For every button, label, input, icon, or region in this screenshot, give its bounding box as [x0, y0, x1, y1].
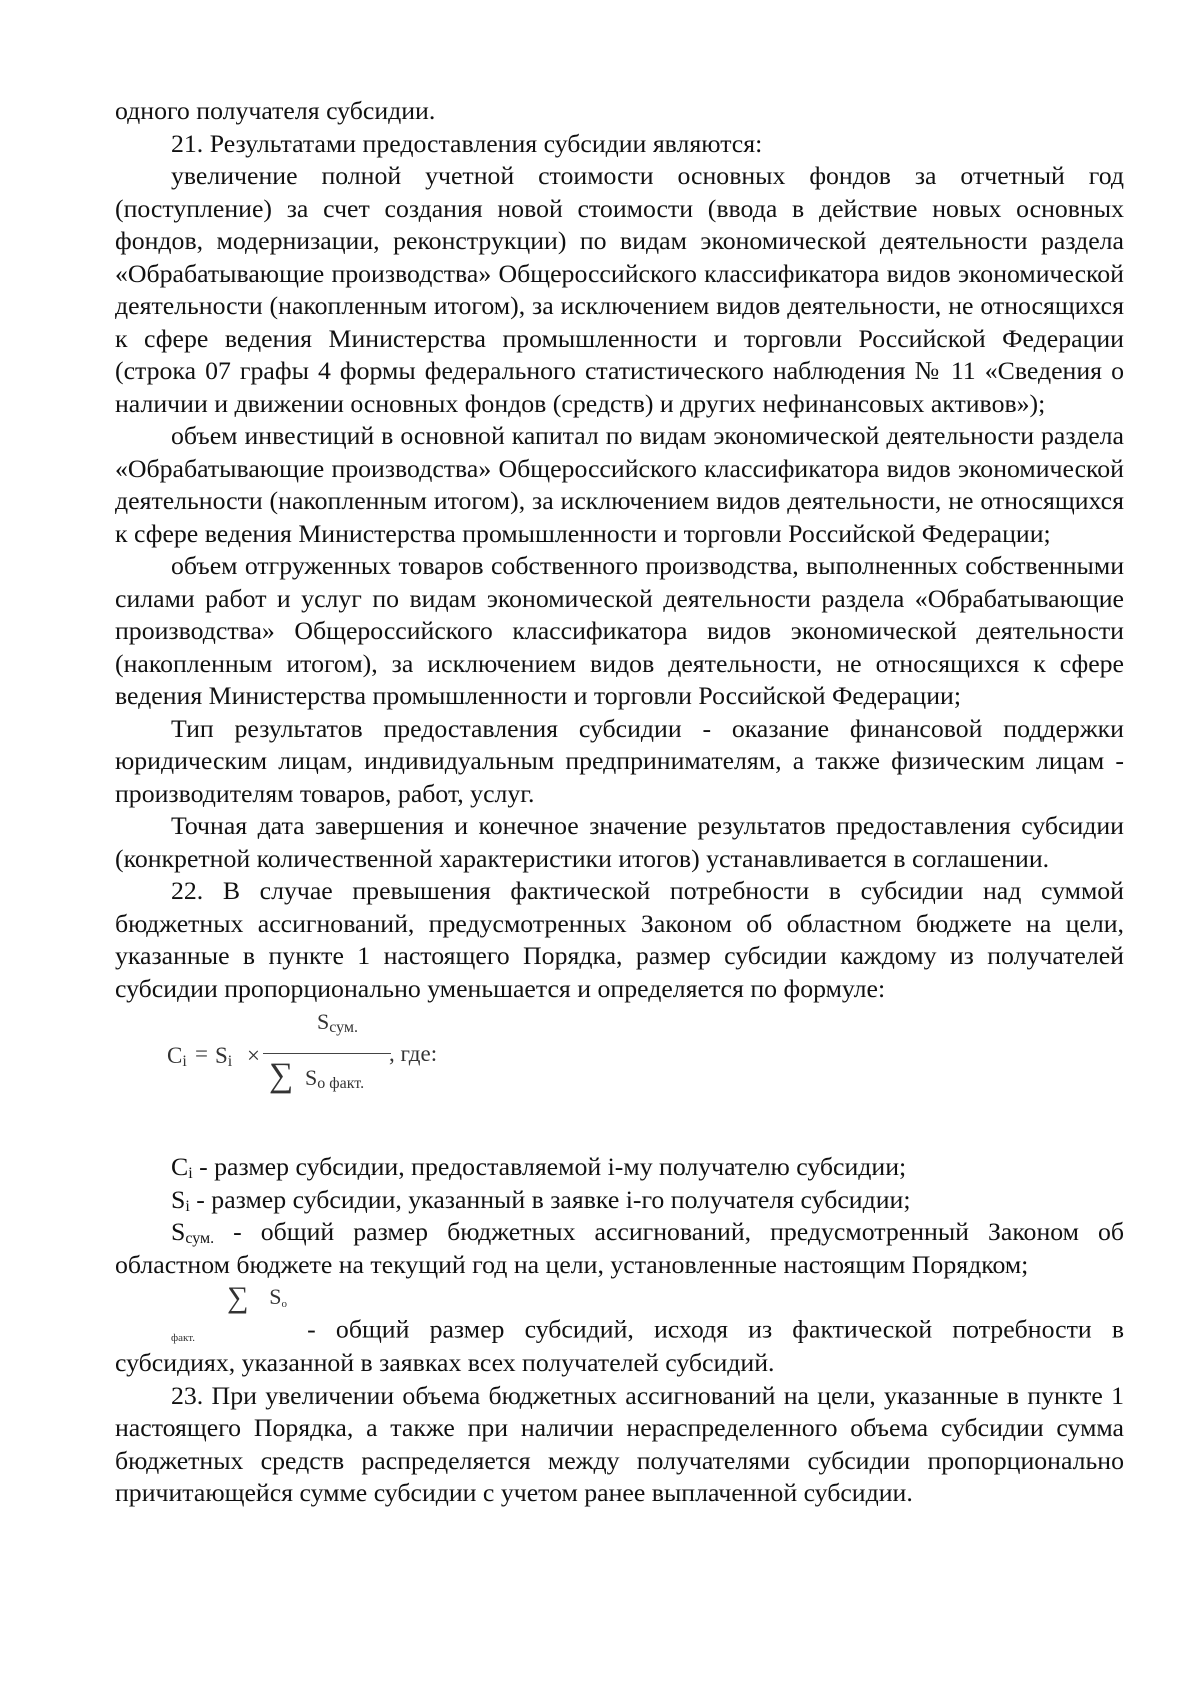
document-page — [115, 95, 1124, 1510]
paragraph-21: 21. Результатами предоставления субсидии являются: — [171, 128, 763, 158]
paragraph-shipped-goods: объем отгруженных товаров собственного производства, выполненных собственными силами работ и услуг по видам экономической деятельности раздела «Обрабатывающие производства» Общероссийского классификатора видов экономической деятельности (накопленным итогом), за исключением видов деятельности, не относящихся к сфере ведения Министерства промышленности и торговли Российской Федерации; — [115, 551, 1124, 710]
definition-ci: $C_i$ - размер субсидии, предоставляемой i-му получателю субсидии; — [171, 1152, 907, 1182]
sigma-symbol: ∑ $S_{о факт.}$ — [171, 1281, 287, 1344]
paragraph-exact-date: Точная дата завершения и конечное значение результатов предоставления субсидии (конкретной количественной характеристики итогов) устанавливается в соглашении. — [115, 811, 1124, 873]
formula-denominator: $S_{о факт.}$ — [305, 1065, 365, 1092]
paragraph-continuation: одного получателя субсидии. — [115, 96, 436, 125]
paragraph-22: 22. В случае превышения фактической потребности в субсидии над суммой бюджетных ассигнований, предусмотренных Законом об областном бюджете на цели, указанные в пункте 1 настоящего Порядка, размер субсидии каждому из получателей субсидии пропорционально уменьшается и определяется по формуле: — [115, 876, 1124, 1003]
definition-ssum: $S_{сум.}$ - общий размер бюджетных ассигнований, предусмотренный Законом об областном бюджете на текущий год на цели, установленные настоящим Порядком; — [115, 1217, 1124, 1279]
paragraph-23: 23. При увеличении объема бюджетных ассигнований на цели, указанные в пункте 1 настоящего Порядка, а также при наличии нераспределенного объема субсидии сумма бюджетных средств распределяется между получателями субсидии пропорционально причитающейся сумме субсидии с учетом ранее выплаченной субсидии. — [115, 1380, 1124, 1507]
definition-si: $S_i$ - размер субсидии, указанный в заявке i-го получателя субсидии; — [171, 1184, 911, 1215]
paragraph-fixed-assets: увеличение полной учетной стоимости основных фондов за отчетный год (поступление) за счет создания новой стоимости (ввода в действие новых основных фондов, модернизации, реконструкции) по видам экономической деятельности раздела «Обрабатывающие производства» Общероссийского классификатора видов экономической деятельности (накопленным итогом), за исключением видов деятельности, не относящихся к сфере ведения Министерства промышленности и торговли Российской Федерации (строка 07 графы 4 формы федерального статистического наблюдения № 11 «Сведения о наличии и движении основных фондов (средств) и других нефинансовых активов»); — [115, 161, 1124, 418]
formula-c: $C_i$ — [167, 1043, 187, 1070]
definition-sigma: ∑ $S_{о факт.}$ - общий размер субсидий, исходя из фактической потребности в субсидиях, указанной в заявках всех получателей субсидий. — [115, 1281, 1124, 1377]
paragraph-result-type: Тип результатов предоставления субсидии - оказание финансовой поддержки юридическим лицам, индивидуальным предпринимателям, а также физическим лицам - производителям товаров, работ, услуг. — [115, 713, 1124, 808]
formula-numerator: $S_{сум.}$ — [317, 1009, 359, 1036]
formula-sum-symbol: ∑ — [269, 1057, 294, 1094]
formula-fraction-bar — [263, 1053, 391, 1054]
formula-times: × — [247, 1043, 260, 1068]
formula-equals: = — [195, 1041, 208, 1066]
formula-s: $S_i$ — [215, 1043, 233, 1070]
formula-where: , где: — [389, 1041, 438, 1066]
subsidy-formula — [167, 1005, 1124, 1151]
paragraph-investments: объем инвестиций в основной капитал по видам экономической деятельности раздела «Обрабатывающие производства» Общероссийского классификатора видов экономической деятельности (накопленным итогом), за исключением видов деятельности, не относящихся к сфере ведения Министерства промышленности и торговли Российской Федерации; — [115, 421, 1124, 548]
